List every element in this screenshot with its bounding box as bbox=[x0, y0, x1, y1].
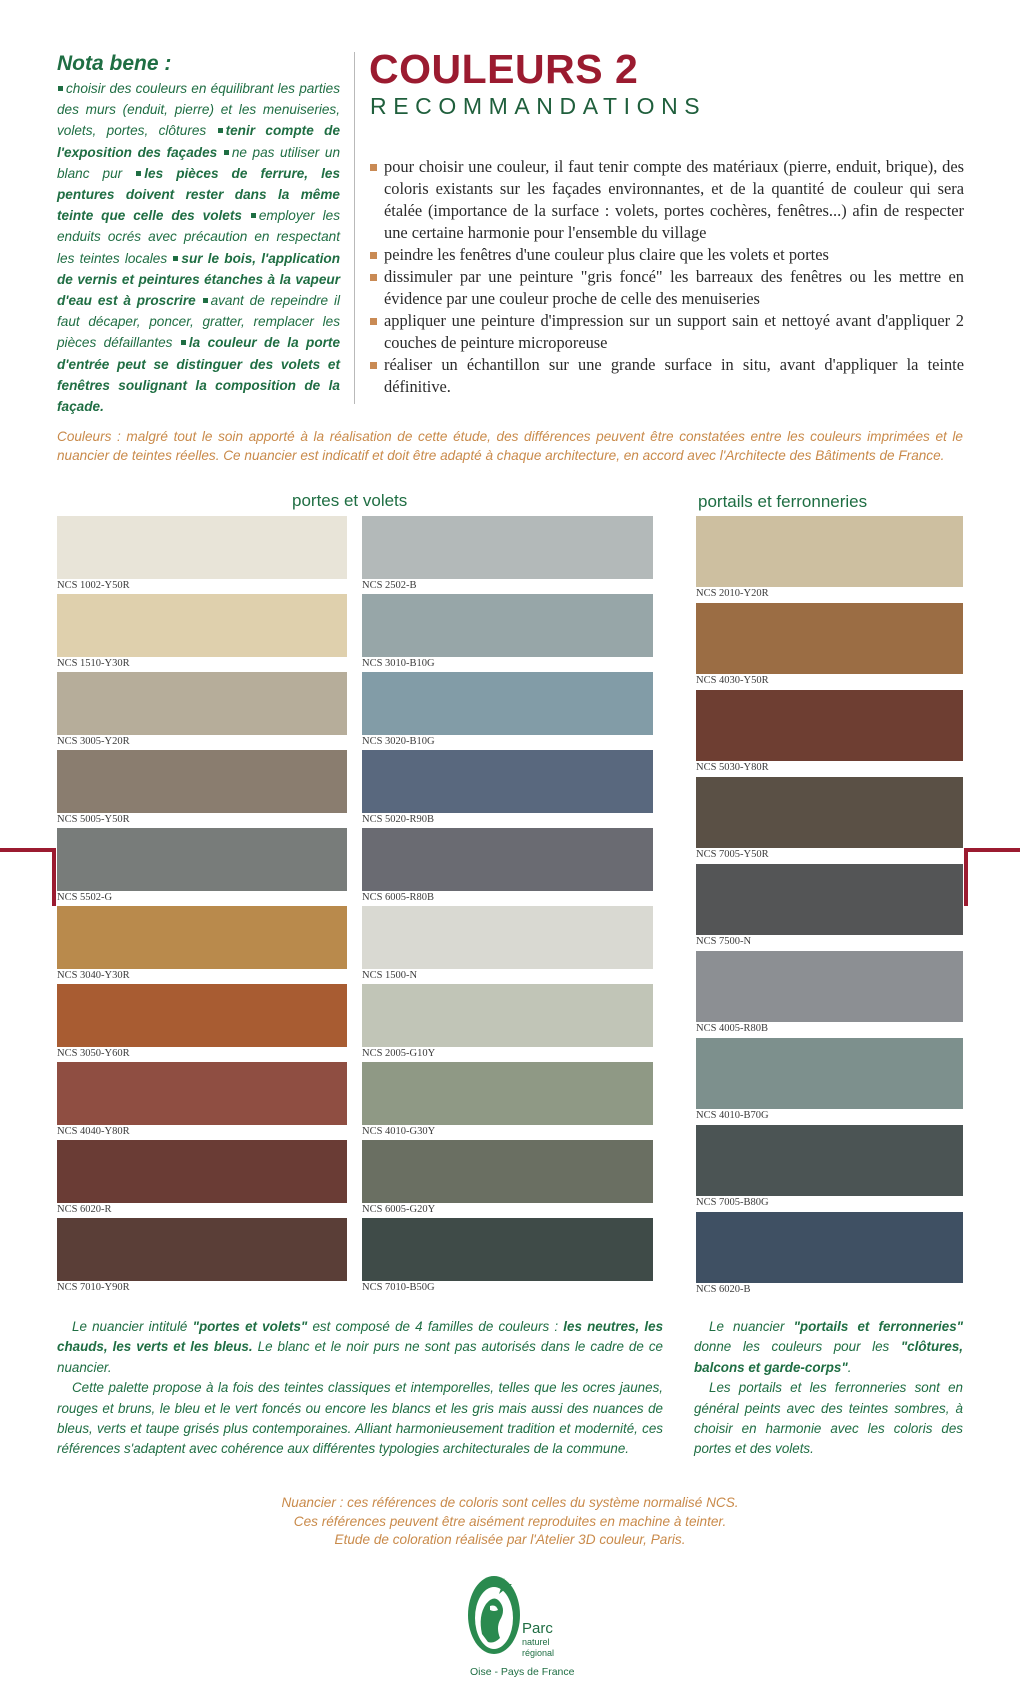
text-paragraph: Cette palette propose à la fois des teintes classiques et intemporelles, telles que les ocres jaunes, rouges et bruns, le bleu et le vert foncés ou encore les blancs et les gris mais aussi des nuances de bleus, verts et taupe grisés plus contemporaines. Alliant harmonieusement tradition et modernité, ces références s'adaptent avec cohérence aux différentes typologies architecturales de la commune. bbox=[57, 1380, 663, 1457]
bullet-square-icon bbox=[173, 256, 178, 261]
color-swatch bbox=[696, 1038, 963, 1121]
swatch-chip bbox=[362, 750, 653, 813]
swatch-code: NCS 3020-B10G bbox=[362, 736, 435, 747]
recommendation-item: réaliser un échantillon sur une grande surface in situ, avant d'appliquer la teinte définitive. bbox=[369, 354, 964, 398]
logo-text-naturel: naturel bbox=[522, 1637, 550, 1647]
color-swatch bbox=[362, 906, 653, 981]
swatch-chip bbox=[696, 1125, 963, 1196]
credits bbox=[0, 1494, 1020, 1550]
color-swatch bbox=[57, 516, 347, 591]
swatch-chip bbox=[696, 1212, 963, 1283]
color-swatch bbox=[57, 906, 347, 981]
color-swatch bbox=[362, 516, 653, 591]
swatch-chip bbox=[57, 750, 347, 813]
swatch-code: NCS 4040-Y80R bbox=[57, 1126, 130, 1137]
color-swatch bbox=[57, 984, 347, 1059]
color-swatch bbox=[362, 1218, 653, 1293]
vertical-divider bbox=[354, 52, 355, 404]
color-swatch bbox=[696, 603, 963, 686]
swatch-chip bbox=[362, 906, 653, 969]
swatch-chip bbox=[362, 1140, 653, 1203]
swatch-code: NCS 6020-R bbox=[57, 1204, 112, 1215]
swatch-chip bbox=[696, 516, 963, 587]
swatch-chip bbox=[362, 594, 653, 657]
logo-text-parc: Parc bbox=[522, 1620, 553, 1637]
text-segment: donne les couleurs pour les bbox=[694, 1339, 901, 1355]
nota-item-2: tenir compte de l'exposition des façades bbox=[57, 123, 341, 160]
text-segment: . bbox=[847, 1359, 852, 1375]
swatch-code: NCS 1002-Y50R bbox=[57, 580, 130, 591]
bullet-square-icon bbox=[251, 213, 256, 218]
logo-subtitle: Oise - Pays de France bbox=[470, 1666, 575, 1678]
portails-ferronneries-description bbox=[694, 1317, 963, 1460]
color-swatch bbox=[362, 750, 653, 825]
recommendations-list bbox=[369, 156, 964, 398]
text-emphasis: les neutres, les chauds, les verts et les bleus. bbox=[57, 1319, 664, 1355]
page-subtitle: RECOMMANDATIONS bbox=[370, 93, 707, 119]
color-swatch bbox=[362, 828, 653, 903]
swatch-chip bbox=[696, 864, 963, 935]
credits-line: Ces références peuvent être aisément reproduites en machine à teinter. bbox=[293, 1513, 727, 1529]
swatch-code: NCS 4010-B70G bbox=[696, 1110, 769, 1121]
swatch-code: NCS 3040-Y30R bbox=[57, 970, 130, 981]
text-segment: Le nuancier bbox=[709, 1319, 794, 1334]
swatch-chip bbox=[362, 672, 653, 735]
swatch-chip bbox=[362, 984, 653, 1047]
swatch-code: NCS 2010-Y20R bbox=[696, 588, 769, 599]
swatch-chip bbox=[362, 1218, 653, 1281]
swatch-chip bbox=[362, 516, 653, 579]
swatch-chip bbox=[362, 828, 653, 891]
swatch-chip bbox=[696, 777, 963, 848]
bullet-square-icon bbox=[58, 86, 63, 91]
swatch-chip bbox=[57, 516, 347, 579]
color-swatch bbox=[696, 1125, 963, 1208]
bullet-square-icon bbox=[181, 340, 186, 345]
swatch-code: NCS 5502-G bbox=[57, 892, 113, 903]
nota-item-8: la couleur de la porte d'entrée peut se distinguer des volets et fenêtres soulignant la composition de la façade. bbox=[57, 335, 340, 415]
recommendation-item: appliquer une peinture d'impression sur un support sain et nettoyé avant d'appliquer 2 couches de peinture microporeuse bbox=[369, 310, 964, 354]
swatch-chip bbox=[57, 672, 347, 735]
swatch-chip bbox=[696, 951, 963, 1022]
credits-line: Nuancier : ces références de coloris sont celles du système normalisé NCS. bbox=[281, 1495, 739, 1510]
swatch-code: NCS 2005-G10Y bbox=[362, 1048, 436, 1059]
recommendation-item: peindre les fenêtres d'une couleur plus claire que les volets et portes bbox=[369, 244, 964, 266]
text-segment: Le nuancier intitulé bbox=[72, 1319, 193, 1334]
swatch-code: NCS 6005-R80B bbox=[362, 892, 435, 903]
swatch-chip bbox=[57, 828, 347, 891]
color-swatch bbox=[696, 864, 963, 947]
nota-item-7: avant de repeindre il faut décaper, poncer, gratter, remplacer les pièces défaillantes bbox=[57, 293, 340, 351]
text-segment: est composé de 4 familles de couleurs : bbox=[307, 1319, 564, 1334]
swatch-code: NCS 4005-R80B bbox=[696, 1023, 769, 1034]
logo-text-regional: régional bbox=[522, 1648, 555, 1658]
swatch-code: NCS 7500-N bbox=[696, 936, 752, 947]
logo-text bbox=[522, 1620, 554, 1659]
color-swatch bbox=[696, 951, 963, 1034]
swatch-code: NCS 3010-B10G bbox=[362, 658, 435, 669]
color-swatch bbox=[57, 828, 347, 903]
swatch-chip bbox=[57, 1218, 347, 1281]
swatch-code: NCS 5030-Y80R bbox=[696, 762, 769, 773]
nota-bene-text bbox=[57, 78, 340, 417]
nota-item-6: sur le bois, l'application de vernis et peintures étanches à la vapeur d'eau est à proscrire bbox=[57, 250, 340, 309]
nota-item-1: choisir des couleurs en équilibrant les parties des murs (enduit, pierre) et les menuiseries, volets, portes, clôtures bbox=[57, 81, 340, 139]
color-swatch bbox=[362, 672, 653, 747]
left-corner-marker bbox=[0, 848, 56, 906]
color-swatch bbox=[57, 1140, 347, 1215]
swatch-chip bbox=[57, 984, 347, 1047]
swatch-chip bbox=[57, 1140, 347, 1203]
color-swatch bbox=[57, 672, 347, 747]
color-swatch bbox=[696, 516, 963, 599]
swatch-code: NCS 5020-R90B bbox=[362, 814, 435, 825]
color-swatch bbox=[57, 750, 347, 825]
credits-line: Etude de coloration réalisée par l'Atelier 3D couleur, Paris. bbox=[334, 1532, 686, 1548]
color-disclaimer: Couleurs : malgré tout le soin apporté à la réalisation de cette étude, des différences peuvent être constatées entre les couleurs imprimées et le nuancier de teintes réelles. Ce nuancier est indicatif et doit être adapté à chaque architecture, en accord avec l'Architecte des Bâtiments de France. bbox=[57, 429, 963, 463]
text-emphasis: "portes et volets" bbox=[192, 1319, 308, 1334]
bullet-square-icon bbox=[136, 171, 141, 176]
text-paragraph: Les portails et les ferronneries sont en général peints avec des teintes sombres, à choisir en harmonie avec les coloris des portes et des volets. bbox=[694, 1380, 963, 1457]
bullet-square-icon bbox=[218, 128, 223, 133]
nota-item-4: les pièces de ferrure, les pentures doivent rester dans la même teinte que celle des volets bbox=[57, 165, 341, 224]
color-swatch bbox=[57, 594, 347, 669]
nota-item-5: employer les enduits ocrés avec précaution en respectant les teintes locales bbox=[57, 208, 341, 266]
portes-volets-title: portes et volets bbox=[292, 491, 408, 510]
swatch-code: NCS 1500-N bbox=[362, 970, 418, 981]
color-swatch bbox=[362, 1140, 653, 1215]
color-swatch bbox=[696, 777, 963, 860]
bullet-square-icon bbox=[203, 298, 208, 303]
swatch-code: NCS 6005-G20Y bbox=[362, 1204, 436, 1215]
portails-ferronneries-title: portails et ferronneries bbox=[698, 492, 868, 511]
swatch-chip bbox=[57, 906, 347, 969]
recommendation-item: dissimuler par une peinture "gris foncé" les barreaux des fenêtres ou les mettre en évidence par une couleur proche de celle des menuiseries bbox=[369, 266, 964, 310]
portes-volets-description bbox=[57, 1317, 663, 1460]
swatch-code: NCS 7010-B50G bbox=[362, 1282, 435, 1293]
swatch-code: NCS 4010-G30Y bbox=[362, 1126, 436, 1137]
bullet-square-icon bbox=[224, 150, 229, 155]
swatch-code: NCS 3050-Y60R bbox=[57, 1048, 130, 1059]
swatch-code: NCS 7005-Y50R bbox=[696, 849, 769, 860]
nota-bene-block bbox=[57, 52, 340, 417]
recommendation-item: pour choisir une couleur, il faut tenir compte des matériaux (pierre, enduit, brique), des coloris existants sur les façades environnantes, et de la quantité de couleur qui sera étalée (importance de la surface : volets, portes cochères, fenêtres...) afin de respecter une certaine harmonie pour l'ensemble du village bbox=[369, 156, 964, 244]
swatch-code: NCS 5005-Y50R bbox=[57, 814, 130, 825]
swatch-code: NCS 7005-B80G bbox=[696, 1197, 769, 1208]
swatch-code: NCS 6020-B bbox=[696, 1284, 751, 1295]
swatch-chip bbox=[57, 1062, 347, 1125]
color-swatch bbox=[696, 690, 963, 773]
text-emphasis: "portails et ferronneries" bbox=[793, 1319, 963, 1334]
color-swatch bbox=[362, 984, 653, 1059]
text-emphasis: "clôtures, balcons et garde-corps" bbox=[694, 1339, 963, 1375]
color-swatch bbox=[696, 1212, 963, 1295]
swatch-chip bbox=[57, 594, 347, 657]
color-swatch bbox=[57, 1062, 347, 1137]
color-swatch bbox=[362, 594, 653, 669]
nota-item-3: ne pas utiliser un blanc pur bbox=[57, 144, 341, 181]
swatch-code: NCS 3005-Y20R bbox=[57, 736, 130, 747]
swatch-chip bbox=[696, 1038, 963, 1109]
page-title: COULEURS 2 bbox=[369, 46, 639, 92]
swatch-chip bbox=[696, 603, 963, 674]
swatch-code: NCS 7010-Y90R bbox=[57, 1282, 130, 1293]
right-corner-marker bbox=[964, 848, 1020, 906]
text-segment: Le blanc et le noir purs ne sont pas autorisés dans le cadre de ce nuancier. bbox=[57, 1339, 663, 1375]
color-swatch bbox=[57, 1218, 347, 1293]
swatch-code: NCS 4030-Y50R bbox=[696, 675, 769, 686]
color-swatch bbox=[362, 1062, 653, 1137]
swatch-code: NCS 1510-Y30R bbox=[57, 658, 130, 669]
nota-bene-title: Nota bene : bbox=[57, 52, 172, 75]
swatch-chip bbox=[362, 1062, 653, 1125]
swatch-chip bbox=[696, 690, 963, 761]
swatch-code: NCS 2502-B bbox=[362, 580, 417, 591]
